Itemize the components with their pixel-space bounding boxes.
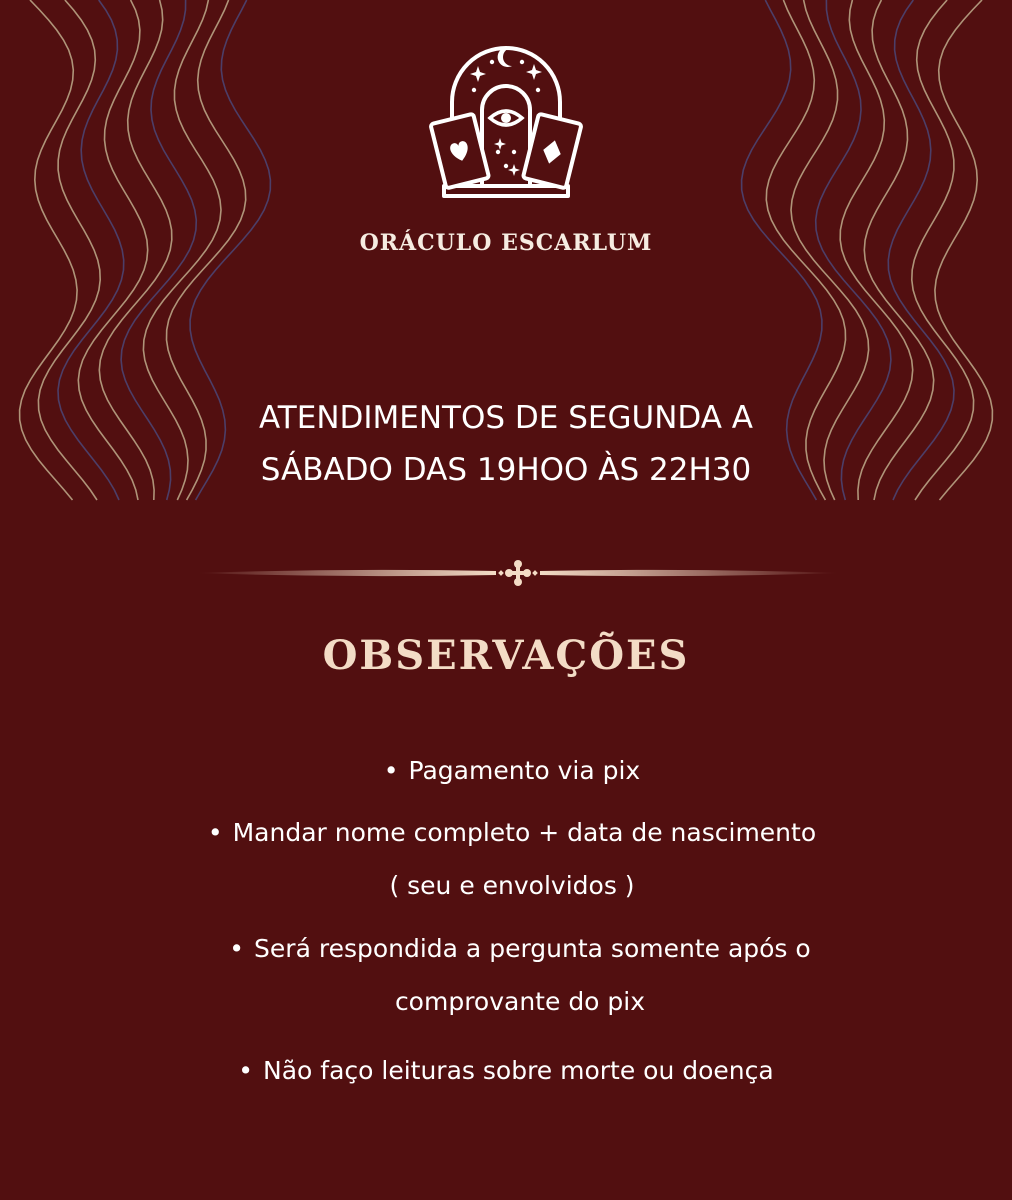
tarot-arch-eye-logo-icon: [426, 14, 586, 200]
list-item: [166, 1044, 846, 1097]
brand-name: ORÁCULO ESCARLUM: [359, 230, 653, 256]
bullet-icon: •: [383, 756, 399, 785]
observations-title: OBSERVAÇÕES: [322, 632, 690, 679]
note-line: Não faço leituras sobre morte ou doença: [263, 1056, 774, 1085]
schedule-line-2: SÁBADO DAS 19HOO ÀS 22H30: [260, 452, 752, 488]
note-line: comprovante do pix: [394, 987, 646, 1016]
ornamental-divider: [196, 556, 840, 590]
note-line: Pagamento via pix: [408, 756, 641, 785]
note-line: Mandar nome completo + data de nascimento: [232, 818, 817, 847]
schedule-text: [156, 392, 856, 496]
clover-cross-ornament-icon: [498, 560, 538, 586]
list-item: [352, 744, 672, 797]
list-item: [132, 806, 892, 912]
bullet-icon: •: [207, 818, 223, 847]
list-item: [150, 922, 890, 1028]
bullet-icon: •: [238, 1056, 254, 1085]
schedule-line-1: ATENDIMENTOS DE SEGUNDA A: [259, 400, 753, 436]
note-line: Será respondida a pergunta somente após o: [254, 934, 811, 963]
bullet-icon: •: [229, 934, 245, 963]
note-line: ( seu e envolvidos ): [389, 871, 635, 900]
